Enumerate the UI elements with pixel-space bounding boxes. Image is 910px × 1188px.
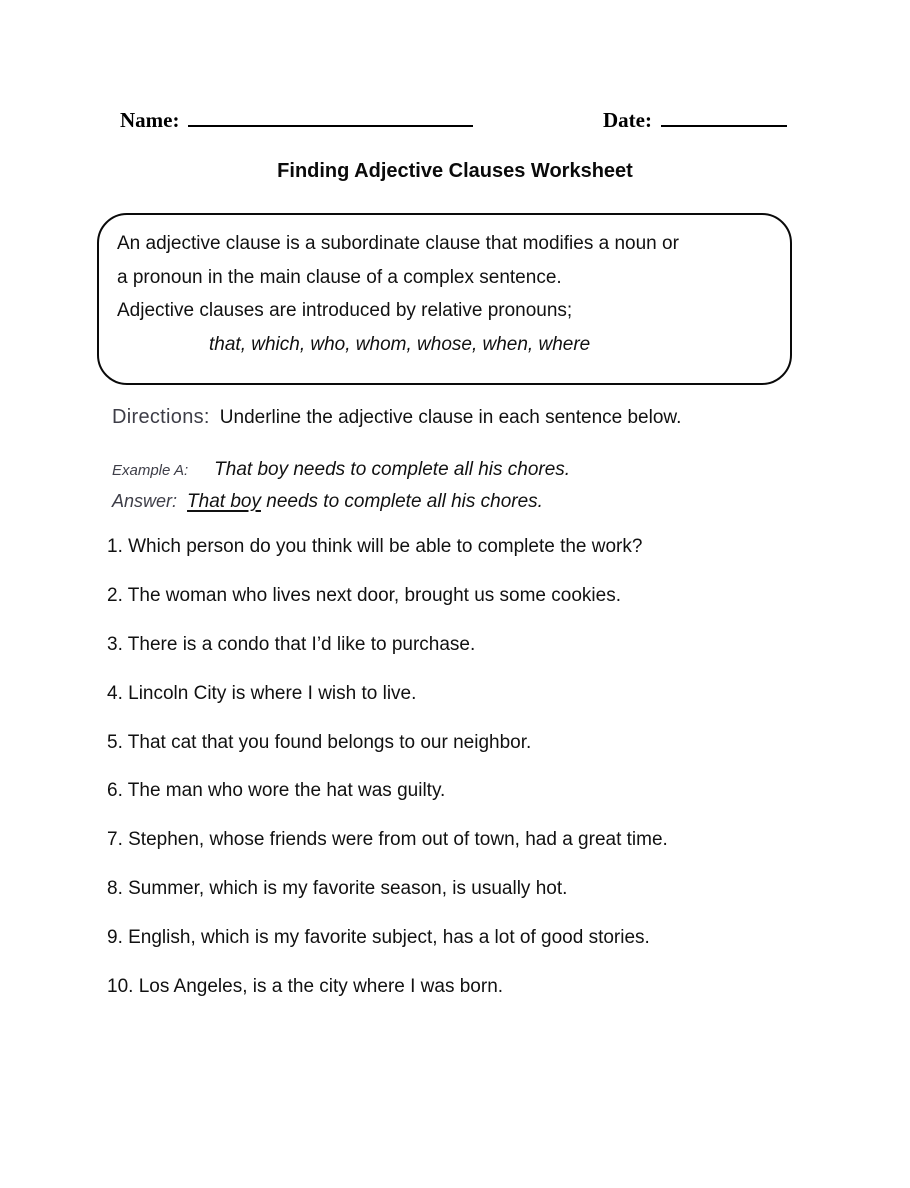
relative-pronouns-line: that, which, who, whom, whose, when, where <box>209 333 591 355</box>
sentence-item-7: 7. Stephen, whose friends were from out of town, had a great time. <box>107 829 668 851</box>
sentence-item-8: 8. Summer, which is my favorite season, is usually hot. <box>107 878 568 900</box>
answer-rest: needs to complete all his chores. <box>260 491 543 512</box>
date-label: Date: <box>603 108 652 132</box>
directions-label: Directions: <box>112 406 210 428</box>
sentence-item-6: 6. The man who wore the hat was guilty. <box>107 780 446 802</box>
sentence-item-4: 4. Lincoln City is where I wish to live. <box>107 682 417 704</box>
example-row <box>112 459 570 481</box>
example-sentence: That boy needs to complete all his chores. <box>214 459 571 480</box>
directions-text: Underline the adjective clause in each sentence below. <box>219 407 682 428</box>
sentence-item-9: 9. English, which is my favorite subject, has a lot of good stories. <box>107 927 650 949</box>
answer-sentence <box>187 491 543 512</box>
sentence-item-10: 10. Los Angeles, is a the city where I was born. <box>107 976 504 998</box>
sentence-item-5: 5. That cat that you found belongs to our neighbor. <box>107 731 532 753</box>
definition-line: Adjective clauses are introduced by relative pronouns; <box>117 300 573 321</box>
page-title: Finding Adjective Clauses Worksheet <box>277 160 633 182</box>
sentence-list <box>107 536 827 1025</box>
answer-underlined-clause: That boy <box>187 491 261 512</box>
sentence-item-2: 2. The woman who lives next door, brought us some cookies. <box>107 584 621 606</box>
date-field-group <box>603 105 787 133</box>
sentence-item-3: 3. There is a condo that I’d like to purchase. <box>107 633 476 655</box>
answer-label: Answer: <box>112 491 178 511</box>
directions-row <box>112 406 681 429</box>
name-blank-line <box>188 105 473 127</box>
example-label: Example A: <box>112 462 189 479</box>
definition-box <box>97 213 792 385</box>
name-label: Name: <box>120 108 180 132</box>
date-blank-line <box>661 105 787 127</box>
definition-line: a pronoun in the main clause of a complex sentence. <box>117 266 562 288</box>
name-field-group <box>120 105 473 133</box>
sentence-item-1: 1. Which person do you think will be able to complete the work? <box>107 536 643 557</box>
definition-line: An adjective clause is a subordinate clause that modifies a noun or <box>117 233 679 254</box>
answer-row <box>112 491 543 513</box>
